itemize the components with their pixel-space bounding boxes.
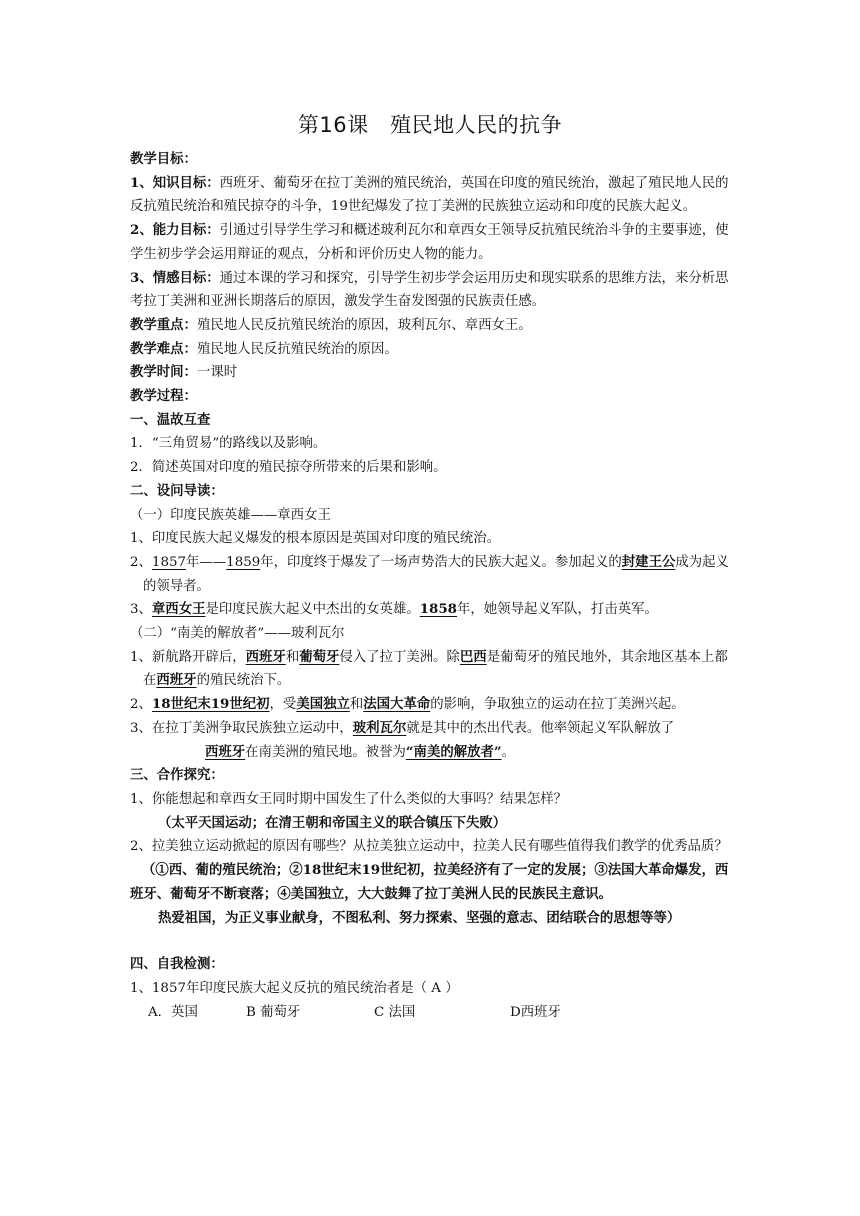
item-text: 是印度民族大起义中杰出的女英雄。	[205, 602, 420, 618]
item-text: 。	[501, 744, 515, 760]
subsection-1-title: （一）印度民族英雄——章西女王	[130, 507, 331, 523]
time-label: 教学时间：	[130, 364, 197, 381]
item-text: 的殖民统治下。	[196, 673, 291, 689]
item-text: 年，印度终于爆发了一场声势浩大的民族大起义。参加起义的	[260, 554, 622, 570]
section3-heading: 三、合作探究：	[130, 767, 224, 784]
difficulty-label: 教学难点：	[130, 340, 197, 357]
review-question-2: 2．简述英国对印度的殖民掠夺所带来的后果和影响。	[130, 460, 447, 476]
emotion-label: 3、情感目标：	[130, 269, 220, 286]
item-text: 就是其中的杰出代表。他率领起义军队解放了	[406, 720, 675, 736]
guide-item-5	[130, 693, 730, 717]
knowledge-label: 1、知识目标：	[130, 174, 220, 191]
item-number: 3、	[130, 602, 152, 618]
item-text: 年，她领导起义军队，打击英军。	[457, 602, 658, 618]
option-b: B 葡萄牙	[246, 1004, 301, 1020]
guide-item-2	[130, 551, 730, 598]
answer-us-independence: 美国独立	[296, 696, 350, 713]
guide-item-1: 1、印度民族大起义爆发的根本原因是英国对印度的殖民统治。	[130, 531, 501, 547]
item-text: 是葡萄牙的殖民地外，其余地区基本上都在	[143, 649, 728, 689]
item-text: 侵入了拉丁美洲。除	[339, 649, 460, 665]
option-c: C 法国	[374, 1004, 416, 1020]
time-text: 一课时	[196, 365, 238, 381]
item-text: 的影响，争取独立的运动在拉丁美洲兴起。	[430, 697, 685, 713]
spacer	[130, 930, 730, 953]
guide-item-6	[130, 717, 730, 764]
item-text: 和	[285, 649, 300, 665]
option-a: A．英国	[148, 1004, 198, 1020]
answer-year-1859: 1859	[226, 554, 261, 570]
teaching-time	[130, 361, 730, 385]
section2-heading: 二、设问导读：	[130, 482, 224, 499]
inquiry-question-1: 1、你能想起和章西女王同时期中国发生了什么类似的大事吗？结果怎样？	[130, 791, 568, 807]
answer-spain-2: 西班牙	[156, 672, 197, 689]
answer-year-1857: 1857	[151, 554, 186, 570]
item-text: ，受	[269, 697, 297, 713]
answer-year-1858: 1858	[419, 601, 458, 618]
answer-portugal: 葡萄牙	[299, 648, 340, 665]
answer-rani-of-jhansi: 章西女王	[151, 601, 206, 618]
knowledge-objective	[130, 172, 730, 219]
difficulty	[130, 338, 730, 362]
difficulty-text: 殖民地人民反抗殖民统治的原因。	[196, 341, 398, 357]
answer-brazil: 巴西	[459, 648, 487, 665]
test-question-1: 1、1857年印度民族大起义反抗的殖民统治者是（ A ）	[130, 980, 459, 996]
answer-bolivar: 玻利瓦尔	[352, 719, 407, 736]
inquiry-answer-3: 热爱祖国，为正义事业献身，不图私利、努力探索、坚强的意志、团结联合的思想等等）	[158, 909, 681, 926]
item-number: 2、	[130, 554, 152, 570]
answer-feudal-princes: 封建王公	[621, 553, 676, 570]
inquiry-question-2: 2、拉美独立运动掀起的原因有哪些？从拉美独立运动中，拉美人民有哪些值得我们教学的优秀品质？	[130, 839, 728, 855]
item-text: 3、在拉丁美洲争取民族独立运动中，	[130, 720, 353, 736]
key-point	[130, 314, 730, 338]
lesson-title: 第16课 殖民地人民的抗争	[297, 113, 563, 137]
answer-era: 18世纪末19世纪初	[151, 696, 270, 713]
item-text: 在南美洲的殖民地。被誉为	[245, 744, 406, 760]
inquiry-answer-1: （太平天国运动；在清王朝和帝国主义的联合镇压下失败）	[158, 814, 507, 831]
answer-liberator: “南美的解放者”	[405, 743, 502, 760]
knowledge-text: 西班牙、葡萄牙在拉丁美洲的殖民统治，英国在印度的殖民统治，激起了殖民地人民的反抗殖民统治和殖民掠夺的斗争，19世纪爆发了拉丁美洲的民族独立运动和印度的民族大起义。	[130, 175, 729, 215]
document-page	[130, 110, 730, 1024]
guide-item-4	[130, 646, 730, 693]
answer-spain: 西班牙	[245, 648, 286, 665]
process-heading: 教学过程：	[130, 388, 197, 405]
key-point-label: 教学重点：	[130, 316, 197, 333]
review-question-1: 1．“三角贸易”的路线以及影响。	[130, 436, 327, 452]
ability-objective	[130, 219, 730, 266]
emotion-objective	[130, 267, 730, 314]
objectives-heading: 教学目标：	[130, 151, 197, 167]
item-text: 1、新航路开辟后，	[130, 649, 246, 665]
section1-heading: 一、温故互查	[130, 411, 211, 428]
test-options	[130, 1001, 730, 1025]
ability-text: 引通过引导学生学习和概述玻利瓦尔和章西女王领导反抗殖民统治斗争的主要事迹，使学生初步学会运用辩证的观点，分析和评价历史人物的能力。	[130, 223, 729, 262]
item-number: 2、	[130, 697, 152, 713]
inquiry-answer-2: （①西、葡的殖民统治；②18世纪末19世纪初，拉美经济有了一定的发展；③法国大革命爆发，西班牙、葡萄牙不断衰落；④美国独立，大大鼓舞了拉丁美洲人民的民族民主意识。	[130, 862, 729, 902]
answer-spain-3: 西班牙	[205, 743, 246, 760]
item-text: 成为起义的领导者。	[143, 554, 729, 594]
guide-item-3	[130, 598, 730, 622]
answer-french-revolution: 法国大革命	[363, 696, 431, 713]
subsection-2-title: （二）“南美的解放者”——玻利瓦尔	[130, 626, 345, 642]
item-text: 年——	[186, 554, 227, 570]
key-point-text: 殖民地人民反抗殖民统治的原因，玻利瓦尔、章西女王。	[196, 317, 532, 333]
emotion-text: 通过本课的学习和探究，引导学生初步学会运用历史和现实联系的思维方法，来分析思考拉丁美洲和亚洲长期落后的原因，激发学生奋发图强的民族责任感。	[130, 270, 729, 310]
ability-label: 2、能力目标：	[130, 222, 220, 239]
option-d: D西班牙	[510, 1004, 561, 1020]
item-text: 和	[349, 697, 364, 713]
section4-heading: 四、自我检测：	[130, 956, 224, 973]
